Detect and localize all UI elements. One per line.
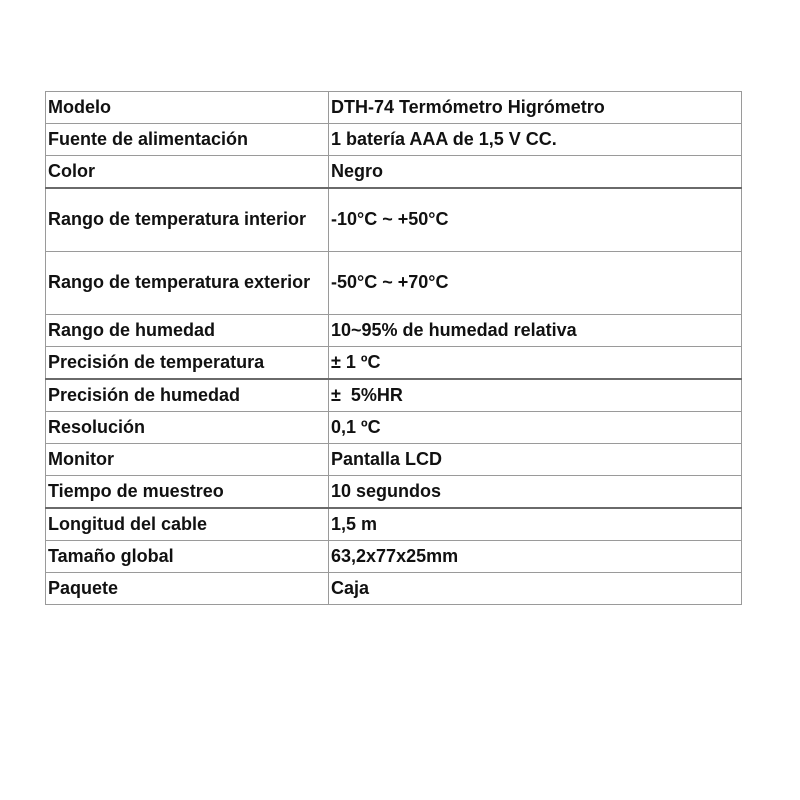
spec-row-cable-length <box>46 508 742 541</box>
spec-label: Tamaño global <box>46 540 329 572</box>
spec-value: 10~95% de humedad relativa <box>329 314 742 346</box>
spec-value: ± 1 ºC <box>329 346 742 379</box>
specifications-table-body <box>46 92 742 605</box>
spec-row-sampling-time <box>46 475 742 508</box>
spec-label: Paquete <box>46 572 329 604</box>
spec-value: 1,5 m <box>329 508 742 541</box>
spec-row-display <box>46 443 742 475</box>
spec-value: 63,2x77x25mm <box>329 540 742 572</box>
spec-value: 0,1 ºC <box>329 411 742 443</box>
spec-label: Monitor <box>46 443 329 475</box>
spec-label: Rango de temperatura interior <box>46 188 329 251</box>
spec-label: Rango de humedad <box>46 314 329 346</box>
spec-row-package <box>46 572 742 604</box>
spec-label: Rango de temperatura exterior <box>46 251 329 314</box>
spec-label: Resolución <box>46 411 329 443</box>
spec-row-resolution <box>46 411 742 443</box>
spec-row-temp-accuracy <box>46 346 742 379</box>
spec-row-color <box>46 156 742 189</box>
spec-label: Fuente de alimentación <box>46 124 329 156</box>
spec-label: Longitud del cable <box>46 508 329 541</box>
spec-value: Pantalla LCD <box>329 443 742 475</box>
spec-value: 10 segundos <box>329 475 742 508</box>
spec-value: Caja <box>329 572 742 604</box>
spec-label: Color <box>46 156 329 189</box>
spec-value: -50°C ~ +70°C <box>329 251 742 314</box>
spec-value: -10°C ~ +50°C <box>329 188 742 251</box>
spec-row-outdoor-temp-range <box>46 251 742 314</box>
spec-row-power-source <box>46 124 742 156</box>
spec-row-humidity-range <box>46 314 742 346</box>
spec-row-overall-size <box>46 540 742 572</box>
spec-label: Tiempo de muestreo <box>46 475 329 508</box>
spec-label: Precisión de humedad <box>46 379 329 412</box>
spec-row-humidity-accuracy <box>46 379 742 412</box>
spec-label: Precisión de temperatura <box>46 346 329 379</box>
spec-row-indoor-temp-range <box>46 188 742 251</box>
spec-value: DTH-74 Termómetro Higrómetro <box>329 92 742 124</box>
spec-value: 1 batería AAA de 1,5 V CC. <box>329 124 742 156</box>
specifications-table <box>45 91 742 605</box>
spec-label: Modelo <box>46 92 329 124</box>
spec-value: Negro <box>329 156 742 189</box>
spec-row-model <box>46 92 742 124</box>
spec-value: ± 5%HR <box>329 379 742 412</box>
